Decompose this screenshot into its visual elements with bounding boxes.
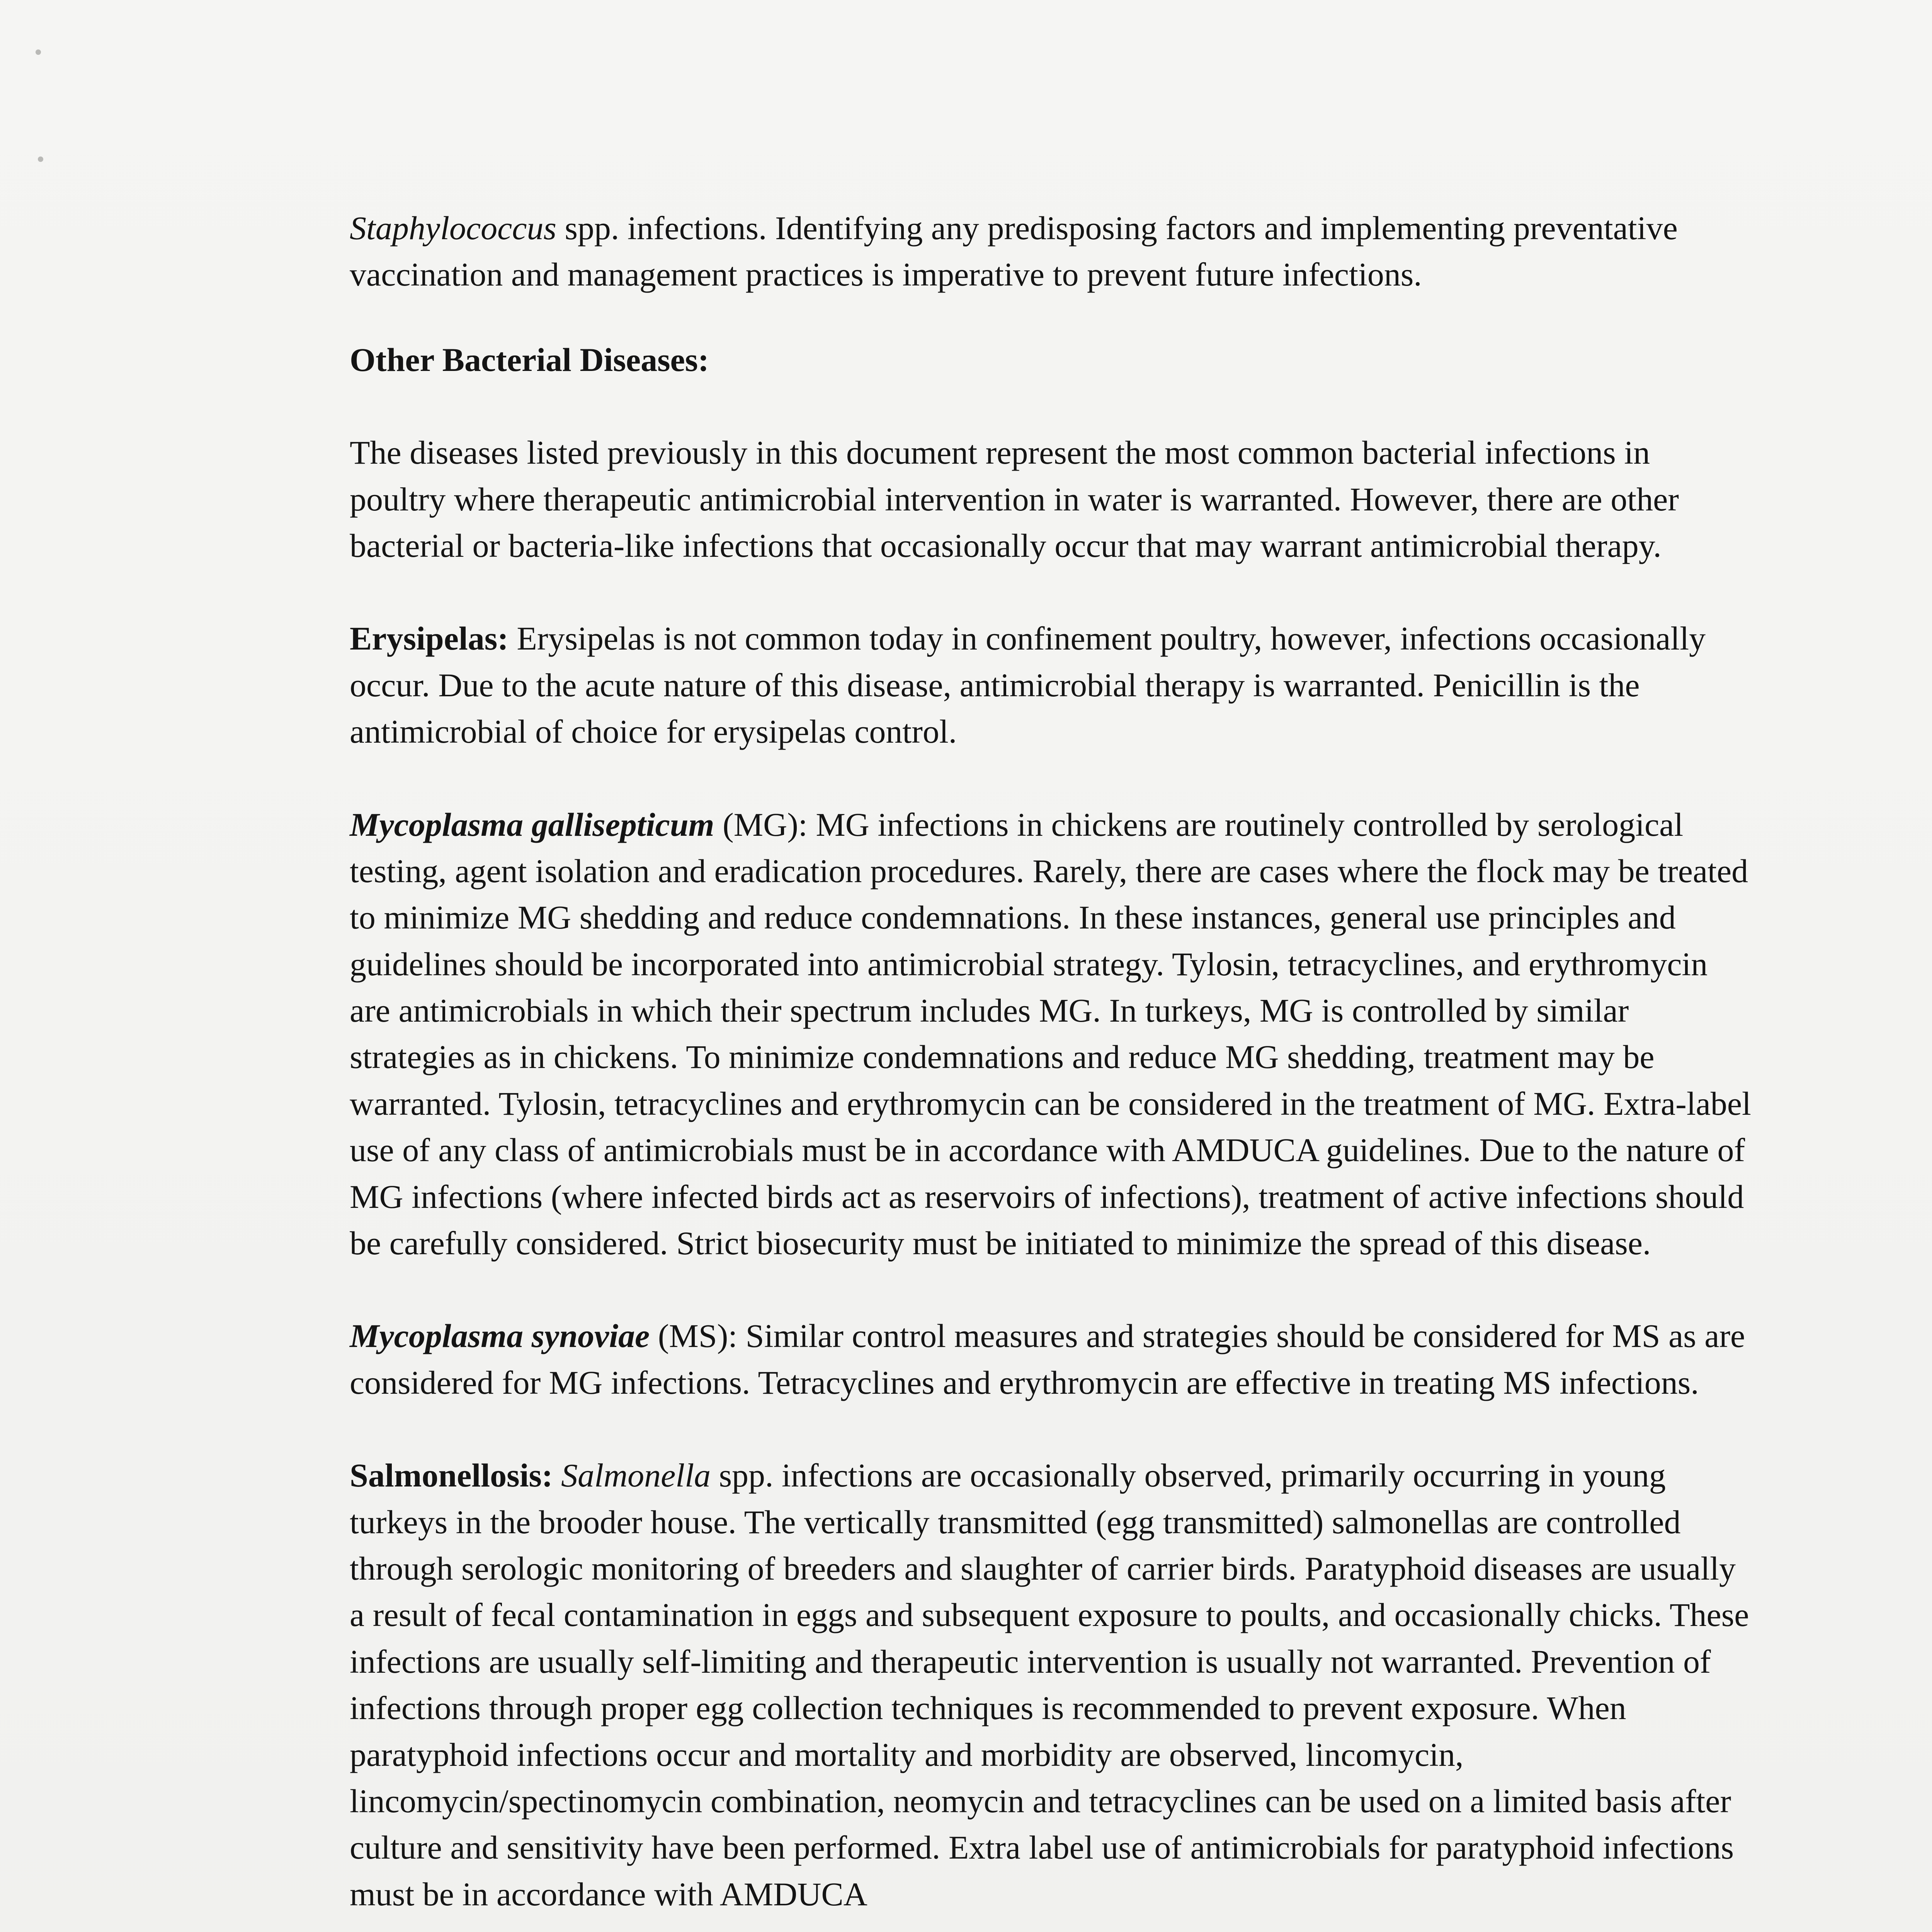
scan-speck: [36, 49, 41, 55]
document-body: [350, 205, 1752, 1932]
term-erysipelas: Erysipelas:: [350, 620, 509, 657]
paragraph-ms: [350, 1313, 1752, 1406]
ms-text: (MS): Similar control measures and strategies should be considered for MS as are considered for MG infections. Tetracyclines and erythromycin are effective in treating MS infections.: [350, 1317, 1745, 1401]
paragraph-mg: [350, 801, 1752, 1267]
salmonellosis-text: spp. infections are occasionally observed, primarily occurring in young turkeys in the brooder house. The vertically transmitted (egg transmitted) salmonellas are controlled through serologic monitoring of breeders and slaughter of carrier birds. Paratyphoid diseases are usually a result of fecal contamination in eggs and subsequent exposure to poults, and occasionally chicks. These infections are usually self-limiting and therapeutic intervention is usually not warranted. Prevention of infections through proper egg collection techniques is recommended to prevent exposure. When paratyphoid infections occur and mortality and morbidity are observed, lincomycin, lincomycin/spectinomycin combination, neomycin and tetracyclines can be used on a limited basis after culture and sensitivity have been performed. Extra label use of antimicrobials for paratyphoid infections must be in accordance with AMDUCA: [350, 1457, 1749, 1913]
mg-text: (MG): MG infections in chickens are routinely controlled by serological testing, agent isolation and eradication procedures. Rarely, there are cases where the flock may be treated to minimize MG shedding and reduce condemnations. In these instances, general use principles and guidelines should be incorporated into antimicrobial strategy. Tylosin, tetracyclines, and erythromycin are antimicrobials in which their spectrum includes MG. In turkeys, MG is controlled by similar strategies as in chickens. To minimize condemnations and reduce MG shedding, treatment may be warranted. Tylosin, tetracyclines and erythromycin can be considered in the treatment of MG. Extra-label use of any class of antimicrobials must be in accordance with AMDUCA guidelines. Due to the nature of MG infections (where infected birds act as reservoirs of infections), treatment of active infections should be carefully considered. Strict biosecurity must be initiated to minimize the spread of this disease.: [350, 806, 1751, 1262]
term-mycoplasma-synoviae: Mycoplasma synoviae: [350, 1317, 650, 1355]
erysipelas-text: Erysipelas is not common today in confinement poultry, however, infections occasionally occur. Due to the acute nature of this disease, antimicrobial therapy is warranted. Penicillin is the antimicrobial of choice for erysipelas control.: [350, 620, 1706, 750]
term-mycoplasma-gallisepticum: Mycoplasma gallisepticum: [350, 806, 714, 843]
scan-speck: [38, 156, 43, 162]
paragraph-general: The diseases listed previously in this document represent the most common bacterial infections in poultry where therapeutic antimicrobial intervention in water is warranted. However, there are other bacterial or bacteria-like infections that occasionally occur that may warrant antimicrobial therapy.: [350, 434, 1679, 564]
term-salmonella: Salmonella: [561, 1457, 711, 1494]
paragraph-erysipelas: [350, 615, 1752, 755]
paragraph-salmonellosis: [350, 1452, 1752, 1917]
section-heading: Other Bacterial Diseases:: [350, 341, 709, 378]
paragraph-intro: [350, 205, 1752, 298]
paragraph-intro-text: spp. infections. Identifying any predisposing factors and implementing preventative vaccination and management practices is imperative to prevent future infections.: [350, 209, 1678, 293]
term-salmonellosis: Salmonellosis:: [350, 1457, 553, 1494]
term-staphylococcus: Staphylococcus: [350, 209, 556, 247]
